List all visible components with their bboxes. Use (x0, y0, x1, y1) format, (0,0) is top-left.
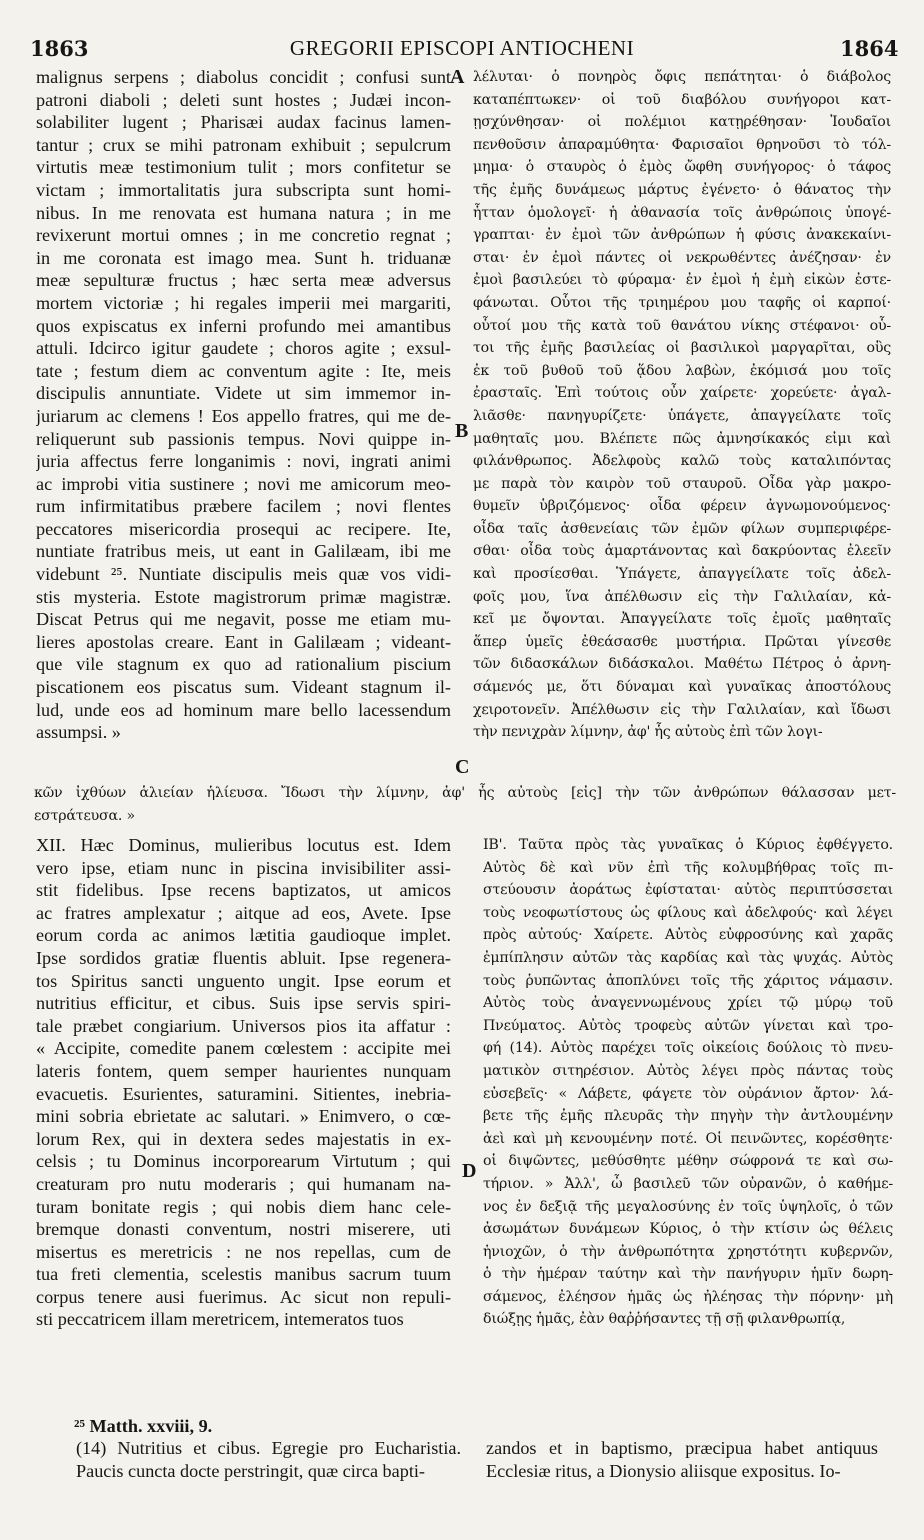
greek-line: στεύουσιν ἀοράτως ἐφίσταται· αὐτὸς περιπτύσσεται (483, 882, 893, 899)
page-number-right: 1864 (840, 36, 899, 61)
latin-line: sti peccatricem illam meretricem, intemeratos tuos (36, 1309, 404, 1330)
latin-column-top (36, 66, 451, 744)
latin-line: tantur ; crux se mihi patronam exhibuit ; sepulcrum (36, 134, 451, 155)
greek-line: Πνεύματος. Αὐτὸς τροφεὺς αὐτῶν γίνεται καὶ τρο- (483, 1017, 893, 1034)
greek-line: Αὐτὸς τοὺς ἀναγεννωμένους χρίει τῷ μύρῳ τοῦ (483, 995, 893, 1012)
latin-line: tua freti clementia, scelestis manibus sacrum tuum (36, 1264, 451, 1285)
latin-line: ac improbi vitia sustinere ; novi me amicorum meo- (36, 473, 451, 494)
latin-line: vero ipse, etiam nunc in piscina invisibiliter assi- (36, 857, 451, 878)
footnote-line: (14) Nutritius et cibus. Egregie pro Eucharistia. (76, 1438, 461, 1458)
latin-line: mortem victoriæ ; hi regales imperii mei margariti, (36, 292, 451, 313)
latin-line: meæ sepulturæ fructus ; hæc serta meæ adversus (36, 270, 451, 291)
greek-line: κεῖ με ὄψονται. Ἀπαγγείλατε τοῖς ἐμοῖς μαθηταῖς (473, 611, 891, 628)
greek-line: πενθοῦσιν ἀπαραμύθητα· Φαρισαῖοι θρηνοῦσι τὸ τόλ- (473, 136, 891, 153)
margin-letter-d: D (462, 1160, 477, 1182)
greek-line: οἶδα ταῖς ἀσθενείαις τῶν ἐμῶν φίλων συμπεριφέρε- (473, 520, 891, 537)
greek-line: πρὸς αὐτούς· Χαίρετε. Αὐτὸς εὐφροσύνης καὶ χαρᾶς (483, 927, 893, 944)
greek-line: σται· ἐν ἐμοὶ πάντες οἱ νεκρωθέντες ἀνέζησαν· ἐν (473, 249, 891, 266)
latin-column-bottom (36, 834, 451, 1331)
greek-line: τοὺς ῥυπῶντας ἀποπλύνει τοῖς τῆς χάριτος νάμασιν. (483, 972, 893, 989)
latin-line: nibus. In me renovata est humana natura ; in me (36, 202, 451, 223)
footnote-right (486, 1437, 878, 1482)
greek-line: χειροτονεῖν. Ἀπέλθωσιν εἰς τὴν Γαλιλαίαν, καὶ ἴδωσι (473, 701, 891, 718)
greek-line: με παρὰ τὸν καιρὸν τοῦ σταυροῦ. Οἶδα γὰρ μακρο- (473, 475, 891, 492)
greek-line: εστράτευσα. » (34, 808, 135, 824)
latin-line: mini sobria ebrietate ac salutari. » Enimvero, o cœ- (36, 1106, 451, 1127)
latin-line: Discat Petrus qui me negavit, posse me etiam mu- (36, 609, 451, 630)
greek-line: φοῖς μου, ἵνα ἀπέλθωσιν εἰς τὴν Γαλιλαίαν, κἀ- (473, 588, 891, 605)
latin-line: « Accipite, comedite panem cœlestem : accipite mei (36, 1038, 451, 1059)
greek-line: τοὺς νεοφωτίστους ὡς φίλους καὶ ἀδελφούς· καὶ λέγει (483, 904, 893, 921)
greek-line: φάνωται. Οὗτοι τῆς τριημέρου μου ταφῆς οἱ καρποί· (473, 294, 891, 311)
latin-line: corpus tenere ausi fuerimus. Ac sicut non repuli- (36, 1286, 451, 1307)
latin-line: assumpsi. » (36, 722, 121, 743)
latin-line: creaturam pro nutu moderaris ; qui humanam na- (36, 1173, 451, 1194)
greek-line: ἀεὶ καὶ μὴ κενουμένην ποτέ. Οἱ πεινῶντες, κορέσθητε· (483, 1130, 893, 1147)
latin-line: rum infirmitatibus præbere facilem ; novi flentes (36, 496, 451, 517)
greek-line: κῶν ἰχθύων ἁλιείαν ἡλίευσα. Ἴδωσι τὴν λίμνην, ἀφ' ἧς αὐτοὺς [εἰς] τὴν τῶν ἀνθρώπων θάλασσαν μετ- (34, 785, 896, 801)
latin-line: turam bonitate regis ; qui nobis diem hanc cele- (36, 1196, 451, 1217)
greek-line: εὐσεβεῖς· « Λάβετε, φάγετε τὸν οὐράνιον ἄρτον· λά- (483, 1085, 893, 1102)
greek-line: λέλυται· ὁ πονηρὸς ὄφις πεπάτηται· ὁ διάβολος (473, 69, 891, 85)
latin-line: XII. Hæc Dominus, mulieribus locutus est. Idem (36, 835, 451, 855)
greek-line: σάμενος, ἐλέησον ἡμᾶς ὡς ἠλέησας τὴν πόρνην· μὴ (483, 1288, 893, 1305)
greek-line: Αὐτὸς δὲ καὶ νῦν ἐπὶ τῆς κολυμβήθρας τοῖς πι- (483, 859, 893, 876)
greek-line: μημα· ὁ σταυρὸς ὁ ἐμὸς ὤφθη συνήγορος· ὁ τάφος (473, 159, 891, 176)
margin-letter-b: B (455, 420, 469, 442)
latin-line: lieres apostolas creare. Eant in Galilæam ; videant- (36, 631, 451, 652)
full-width-greek (34, 782, 896, 828)
greek-line: σάμενός με, ὅτι δύναμαι καὶ γυναῖκας ἀποστόλους (473, 679, 891, 696)
latin-line: patroni diaboli ; deleti sunt hostes ; Judæi incon- (36, 89, 451, 110)
greek-line: τοι τῆς ἐμῆς βασιλείας οἱ βασιλικοὶ μαργαρῖται, οὓς (473, 340, 891, 357)
latin-line: malignus serpens ; diabolus concidit ; confusi sunt (36, 67, 451, 87)
greek-line: φή (14). Αὐτὸς παρέχει τοῖς οἰκείοις δούλοις τὸ πνευ- (483, 1040, 893, 1057)
greek-line: βετε τῆς ἐμῆς πλευρᾶς τὴν πηγὴν τὴν ἀντλουμένην (483, 1108, 893, 1125)
page-header (0, 34, 924, 68)
footnote-left (76, 1437, 461, 1482)
greek-column-top (473, 66, 891, 744)
margin-letter-a: A (450, 66, 465, 88)
greek-line: καὶ προσίεσθαι. Ὑπάγετε, ἀπαγγείλατε τοῖς ἀδελ- (473, 566, 891, 583)
greek-line: ματικὸν σιτηρέσιον. Αὐτὸς λέγει πρὸς πάντας τοὺς (483, 1062, 893, 1079)
latin-line: nuntiate fratribus meis, ut eant in Galilæam, ibi me (36, 541, 451, 562)
latin-line: peccatores misericordia prosequi ac recipere. Ite, (36, 518, 451, 539)
greek-line: τὴν πενιχρὰν λίμνην, ἀφ' ἧς αὐτοὺς ἐπὶ τῶν λογι- (473, 724, 823, 741)
greek-line: οὗτοί μου τῆς κατὰ τοῦ θανάτου νίκης στέφανοι· οὗ- (473, 317, 891, 334)
latin-line: celsis ; tu Dominus incorporearum Virtutum ; qui (36, 1151, 451, 1172)
margin-letter-c: C (455, 756, 470, 778)
latin-line: nutritius efficitur, et cibus. Suis ipse servis spiri- (36, 993, 451, 1014)
greek-column-bottom (483, 834, 893, 1331)
latin-line: lud, unde eos ad hominum mare bello lacessendum (36, 699, 451, 720)
greek-line: γραπται· ἐν ἐμοὶ τῶν ἀνθρώπων ἡ φύσις ἀνακεκαίνι- (473, 227, 891, 244)
greek-line: μαθηταῖς μου. Βλέπετε πῶς ἀμνησίκακός εἰμι καὶ (473, 430, 891, 447)
latin-line: tale præbet congiarium. Universos pios ita affatur : (36, 1015, 451, 1036)
scripture-reference: ²⁵ Matth. xxviii, 9. (74, 1416, 213, 1436)
footnote-line: Ecclesiæ ritus, a Dionysio aliisque expositus. Io- (486, 1460, 841, 1481)
latin-line: que vile stagnum ex quo ad rationalium piscium (36, 654, 451, 675)
greek-line: ἀσωμάτων δυνάμεων Κύριος, ὁ τὴν κτίσιν ὡς θέλεις (483, 1221, 893, 1238)
greek-line: οἱ διψῶντες, μεθύσθητε μέθην σώφρονά τε καὶ σω- (483, 1153, 893, 1170)
latin-line: eorum corda ac animos lætitia gaudioque implet. (36, 925, 451, 946)
latin-line: tate ; festum diem ac conventum agite : Ite, meis (36, 360, 451, 381)
greek-line: ῃσχύνθησαν· οἱ πολέμιοι κατῃρέθησαν· Ἰουδαῖοι (473, 114, 891, 131)
greek-line: ἐρασταῖς. Ἐπὶ τούτοις οὖν χαίρετε· χορεύετε· ἀγαλ- (473, 385, 891, 402)
greek-line: ἐμπίπλησιν αὐτῶν τὰς καρδίας καὶ τὰς ψυχάς. Αὐτὸς (483, 949, 893, 966)
latin-line: tos Spiritus sancti unguento ungit. Ipse eorum et (36, 970, 451, 991)
latin-line: attuli. Idcirco igitur gaudete ; choros agite ; exsul- (36, 338, 451, 359)
latin-line: virtutis meæ testimonium tulit ; mors confitetur se (36, 157, 451, 178)
greek-line: ἡνιοχῶν, ὁ τὴν ἀνθρωπότητα χρηστότητι κυβερνῶν, (483, 1243, 893, 1260)
greek-line: τήριον. » Ἀλλ', ὦ βασιλεῦ τῶν οὐρανῶν, ὁ καθήμε- (483, 1175, 893, 1192)
footnote-line: Paucis cuncta docte perstringit, quæ circa bapti- (76, 1460, 425, 1481)
latin-line: discipulis annuntiate. Videte ut sim immemor in- (36, 383, 451, 404)
latin-line: solabiliter lugent ; Pharisæi audax facinus lamen- (36, 112, 451, 133)
latin-line: piscationem eos piscatus sum. Videant stagnum il- (36, 677, 451, 698)
latin-line: bremque donasti conventum, nostri miserere, uti (36, 1219, 451, 1240)
latin-line: lorum Rex, qui in dextera sedes majestatis in ex- (36, 1128, 451, 1149)
greek-line: ἅπερ ὑμεῖς ἐθεάσασθε μυστήρια. Πρῶται γίνεσθε (473, 633, 891, 650)
greek-line: σθαι· οἶδα τοὺς ἁμαρτάνοντας καὶ δακρύοντας ἐλεεῖν (473, 543, 891, 560)
latin-line: juria affectus ferre longanimis : novi, ingrati animi (36, 451, 451, 472)
greek-line: φιλάνθρωπος. Ἀδελφοὺς καλῶ τοὺς καταλιπόντας (473, 453, 891, 470)
greek-line: τῆς ἐμῆς δυνάμεως μάρτυς ἐγένετο· ὁ θάνατος τὴν (473, 181, 891, 198)
latin-line: stis mysteria. Estote magistrorum primæ magistræ. (36, 586, 451, 607)
greek-line: νος ἐν δεξιᾷ τῆς μεγαλοσύνης ἐν τοῖς ὑψηλοῖς, ὁ τῶν (483, 1198, 893, 1215)
latin-line: Ipse sordidos gratiæ fluentis abluit. Ipse regenera- (36, 947, 451, 968)
latin-line: misertus es meretricis : ne nos repellas, cum de (36, 1241, 451, 1262)
greek-line: ἐμοὶ βασιλεύει τὸ φύραμα· ἐν ἐμοὶ ἡ ἐμὴ εἰκὼν ἐστε- (473, 272, 891, 289)
latin-line: juriarum ac clemens ! Eos appello fratres, qui me de- (36, 405, 451, 426)
greek-line: ὁ τὴν ἡμέραν ταύτην καὶ τὴν πανήγυριν ἡμῖν δωρη- (483, 1266, 893, 1283)
latin-line: in me coronata est imago mea. Sunt h. triduanæ (36, 247, 451, 268)
greek-line: καταπέπτωκεν· οἱ τοῦ διαβόλου συνήγοροι κατ- (473, 91, 891, 108)
latin-line: quos expiscatus ex inferni profundo mei amantibus (36, 315, 451, 336)
latin-line: lateris fontem, quem semper haurientes nunquam (36, 1060, 451, 1081)
greek-line: ΙΒ'. Ταῦτα πρὸς τὰς γυναῖκας ὁ Κύριος ἐφθέγγετο. (483, 837, 893, 853)
running-title: GREGORII EPISCOPI ANTIOCHENI (289, 36, 635, 60)
footnote-line: zandos et in baptismo, præcipua habet antiquus (486, 1438, 878, 1458)
greek-line: λιᾶσθε· πανηγυρίζετε· ὑπάγετε, ἀπαγγείλατε τοῖς (473, 407, 891, 424)
latin-line: evacuetis. Esurientes, saturamini. Sitientes, inebria- (36, 1083, 451, 1104)
latin-line: stit fidelibus. Ipse recens baptizatos, ut amicos (36, 880, 451, 901)
greek-line: θυμεῖν ὑβριζόμενος· οἶδα φέρειν ἀγνωμονούμενος· (473, 498, 891, 515)
latin-line: videbunt ²⁵. Nuntiate discipulis meis quæ vos vidi- (36, 564, 451, 585)
greek-line: διώξῃς ἡμᾶς, ἐὰν θαῤῥήσαντες τῇ σῇ φιλανθρωπίᾳ, (483, 1311, 846, 1328)
greek-line: τῶν διδασκάλων διδάσκαλοι. Μαθέτω Πέτρος ὁ ἀρνη- (473, 656, 891, 673)
page-number-left: 1863 (30, 36, 89, 61)
latin-line: ac fratres amplexatur ; aitque ad eos, Avete. Ipse (36, 902, 451, 923)
latin-line: revixerunt mortui omnes ; in me concretio regnat ; (36, 225, 451, 246)
greek-line: ἐκ τοῦ βυθοῦ τοῦ ᾅδου λαβὼν, ἐκόμισά μου τοῖς (473, 362, 891, 379)
latin-line: victam ; immortalitatis jura subscripta sunt homi- (36, 179, 451, 200)
greek-line: ἧτταν ὁμολογεῖ· ἡ ἀθανασία τοῖς ἀνθρώποις ὑπογέ- (473, 204, 891, 221)
latin-line: reliquerunt sub passionis tempus. Novi quippe in- (36, 428, 451, 449)
